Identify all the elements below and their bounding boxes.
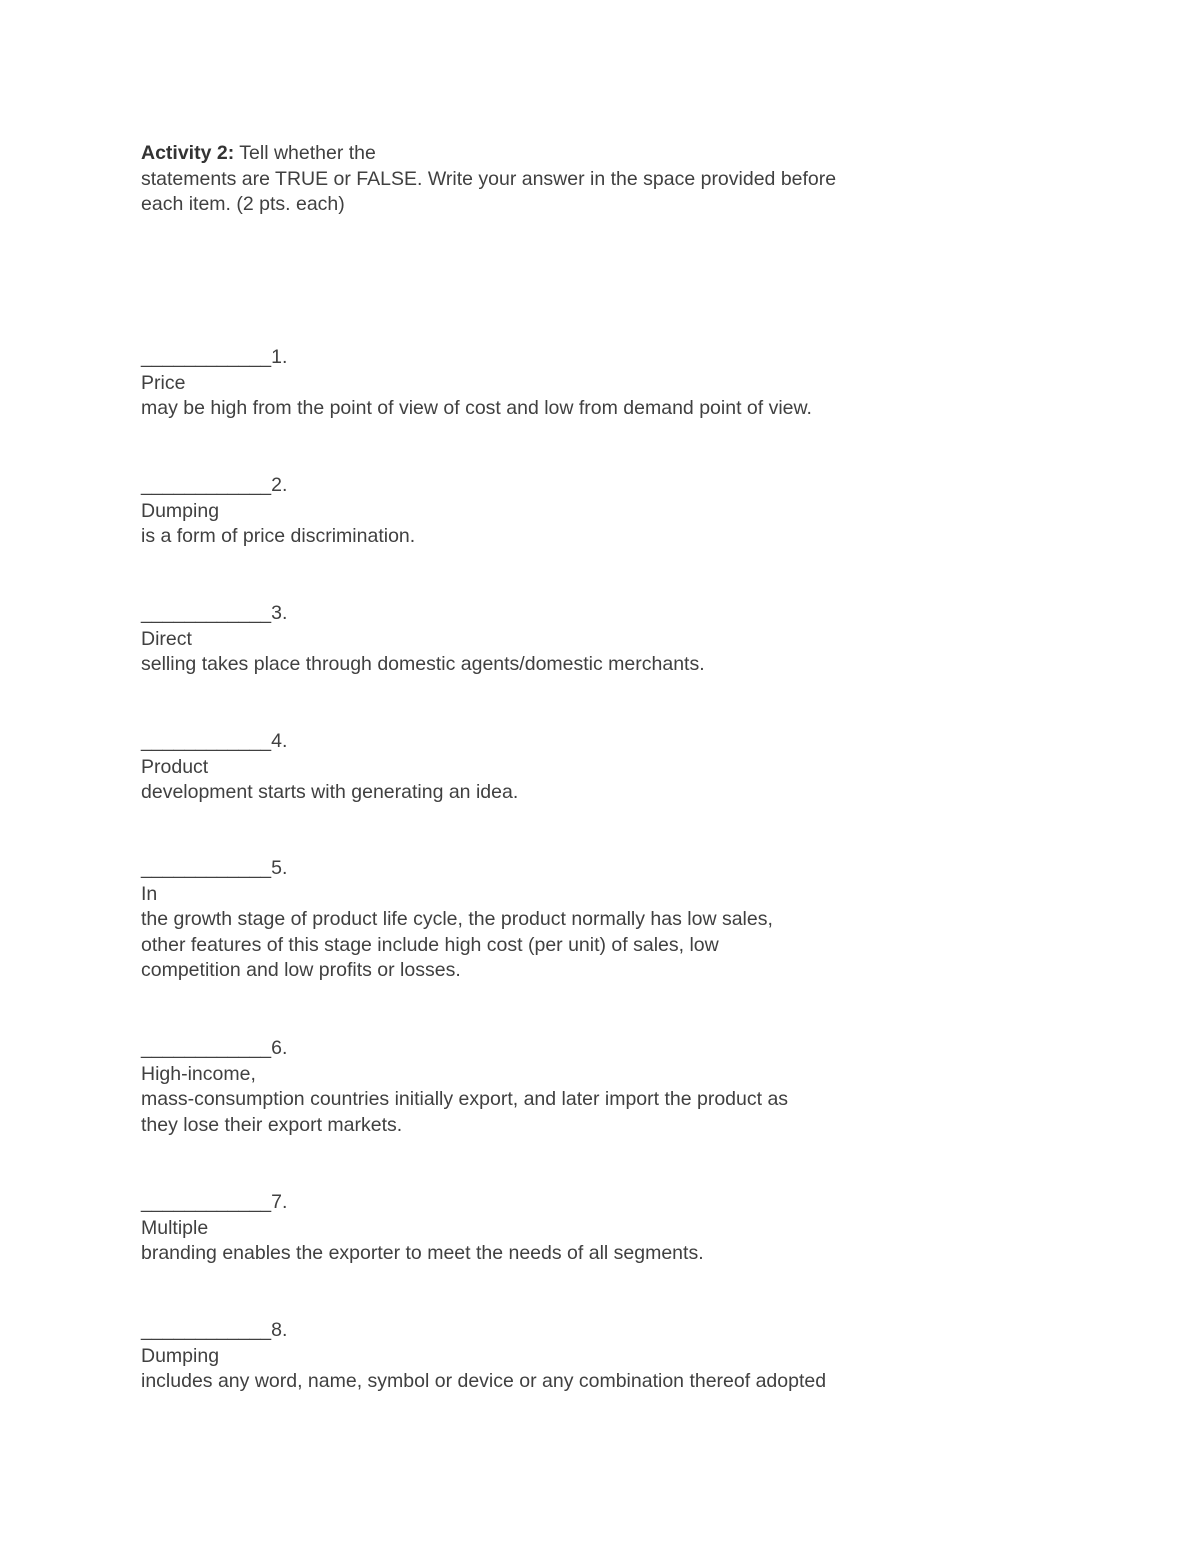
question-lead-word: Direct	[141, 627, 192, 650]
question-text-line: the growth stage of product life cycle, the product normally has low sales,	[141, 908, 773, 930]
question-lead-word: Product	[141, 755, 209, 778]
answer-blank: ____________7.	[141, 1191, 288, 1213]
answer-blank: ____________1.	[141, 346, 288, 368]
question-lead-word: Price	[141, 371, 186, 394]
answer-blank: ____________4.	[141, 730, 288, 752]
answer-blank: ____________5.	[141, 857, 288, 879]
answer-blank: ____________3.	[141, 602, 288, 624]
activity-heading-text: Tell whether the	[234, 142, 376, 164]
question-text-line: development starts with generating an idea.	[141, 781, 519, 803]
instruction-line: statements are TRUE or FALSE. Write your answer in the space provided before	[141, 167, 837, 190]
question-text-line: is a form of price discrimination.	[141, 525, 416, 547]
question-text-line: may be high from the point of view of cost and low from demand point of view.	[141, 397, 812, 419]
activity-heading-line	[141, 141, 1121, 167]
question-item-6	[141, 1036, 1121, 1138]
answer-blank: ____________8.	[141, 1319, 288, 1341]
question-lead-word: High-income,	[141, 1062, 256, 1085]
question-lead-word: Dumping	[141, 1344, 220, 1367]
question-lead-word: Multiple	[141, 1216, 209, 1239]
question-text-line: they lose their export markets.	[141, 1113, 403, 1136]
question-text-line: other features of this stage include high cost (per unit) of sales, low	[141, 933, 719, 956]
instruction-line: each item. (2 pts. each)	[141, 193, 345, 215]
answer-blank: ____________2.	[141, 474, 288, 496]
question-item-5	[141, 856, 1121, 984]
question-text-line: selling takes place through domestic agents/domestic merchants.	[141, 653, 705, 675]
question-lead-word: Dumping	[141, 499, 220, 522]
question-text-line: includes any word, name, symbol or device or any combination thereof adopted	[141, 1370, 827, 1392]
question-text-line: branding enables the exporter to meet the needs of all segments.	[141, 1242, 704, 1264]
activity-heading-label: Activity 2:	[141, 142, 235, 164]
question-item-1	[141, 345, 1121, 422]
answer-blank: ____________6.	[141, 1037, 288, 1059]
question-lead-word: In	[141, 882, 158, 905]
question-item-2	[141, 473, 1121, 550]
question-text-line: competition and low profits or losses.	[141, 959, 461, 981]
activity-instructions	[141, 141, 1121, 218]
question-item-3	[141, 601, 1121, 678]
question-item-4	[141, 729, 1121, 806]
question-item-7	[141, 1190, 1121, 1267]
question-text-line: mass-consumption countries initially export, and later import the product as	[141, 1088, 789, 1110]
question-item-8	[141, 1318, 1121, 1395]
